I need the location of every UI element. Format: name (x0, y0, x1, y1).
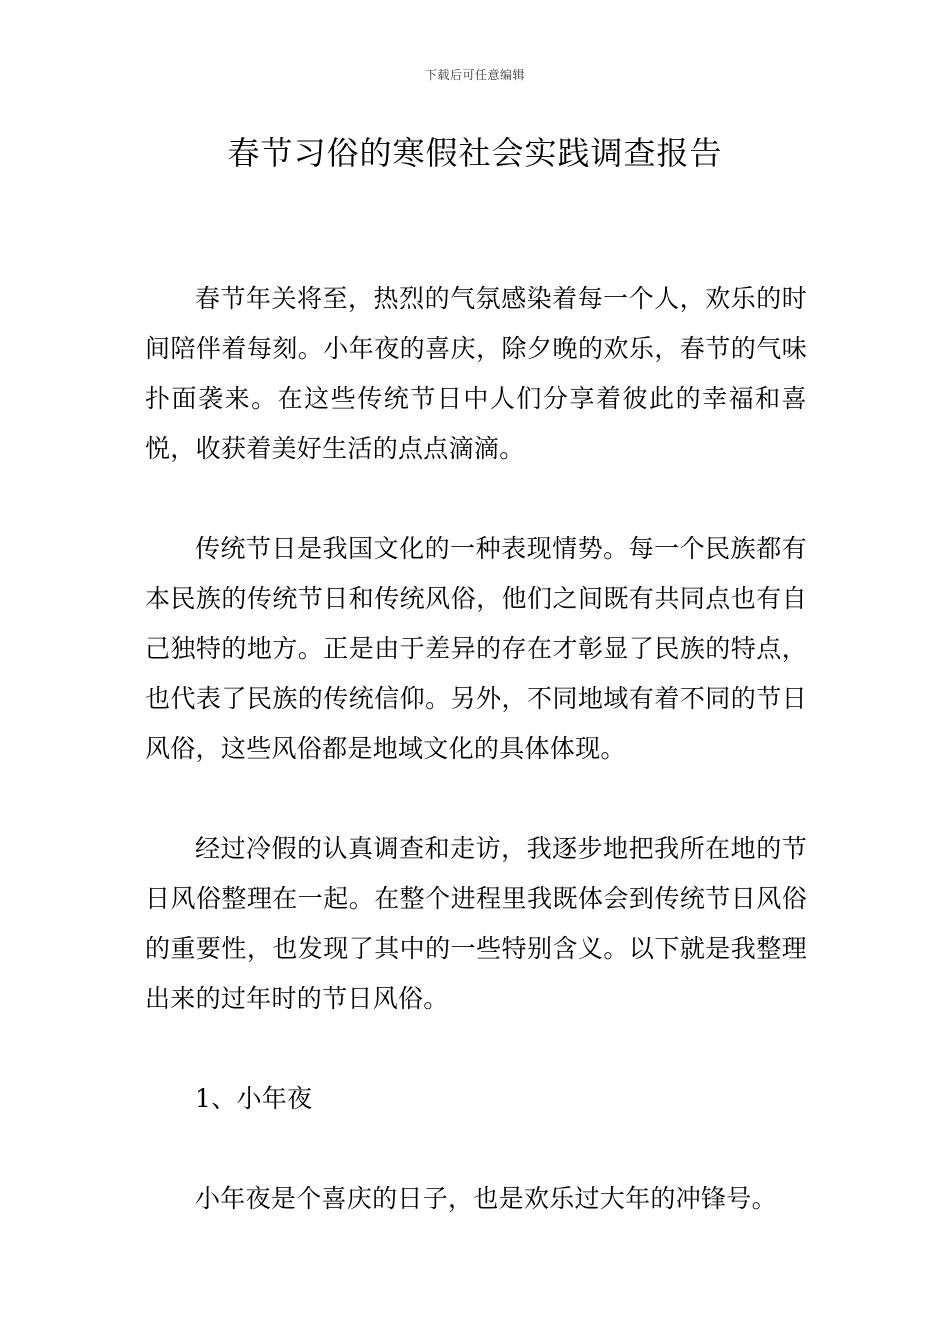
paragraph-xiaonianye: 小年夜是个喜庆的日子，也是欢乐过大年的冲锋号。 (195, 1184, 777, 1213)
document-title: 春节习俗的寒假社会实践调查报告 (227, 134, 723, 172)
paragraph-intro: 春节年关将至，热烈的气氛感染着每一个人，欢乐的时间陪伴着每刻。小年夜的喜庆，除夕晚的欢乐，春节的气味扑面袭来。在这些传统节日中人们分享着彼此的幸福和喜悦，收获着美好生活的点点滴滴。 (145, 284, 807, 463)
header-note: 下载后可任意编辑 (424, 68, 525, 82)
paragraph-tradition: 传统节日是我国文化的一种表现情势。每一个民族都有本民族的传统节日和传统风俗，他们之间既有共同点也有自己独特的地方。正是由于差异的存在才彰显了民族的特点，也代表了民族的传统信仰。另外，不同地域有着不同的节日风俗，这些风俗都是地域文化的具体体现。 (145, 534, 807, 763)
paragraph-survey: 经过冷假的认真调查和走访，我逐步地把我所在地的节日风俗整理在一起。在整个进程里我既体会到传统节日风俗的重要性，也发现了其中的一些特别含义。以下就是我整理出来的过年时的节日风俗。 (145, 834, 807, 1013)
section-heading-xiaonianye: 1、小年夜 (195, 1084, 313, 1113)
document-body (145, 274, 807, 1224)
